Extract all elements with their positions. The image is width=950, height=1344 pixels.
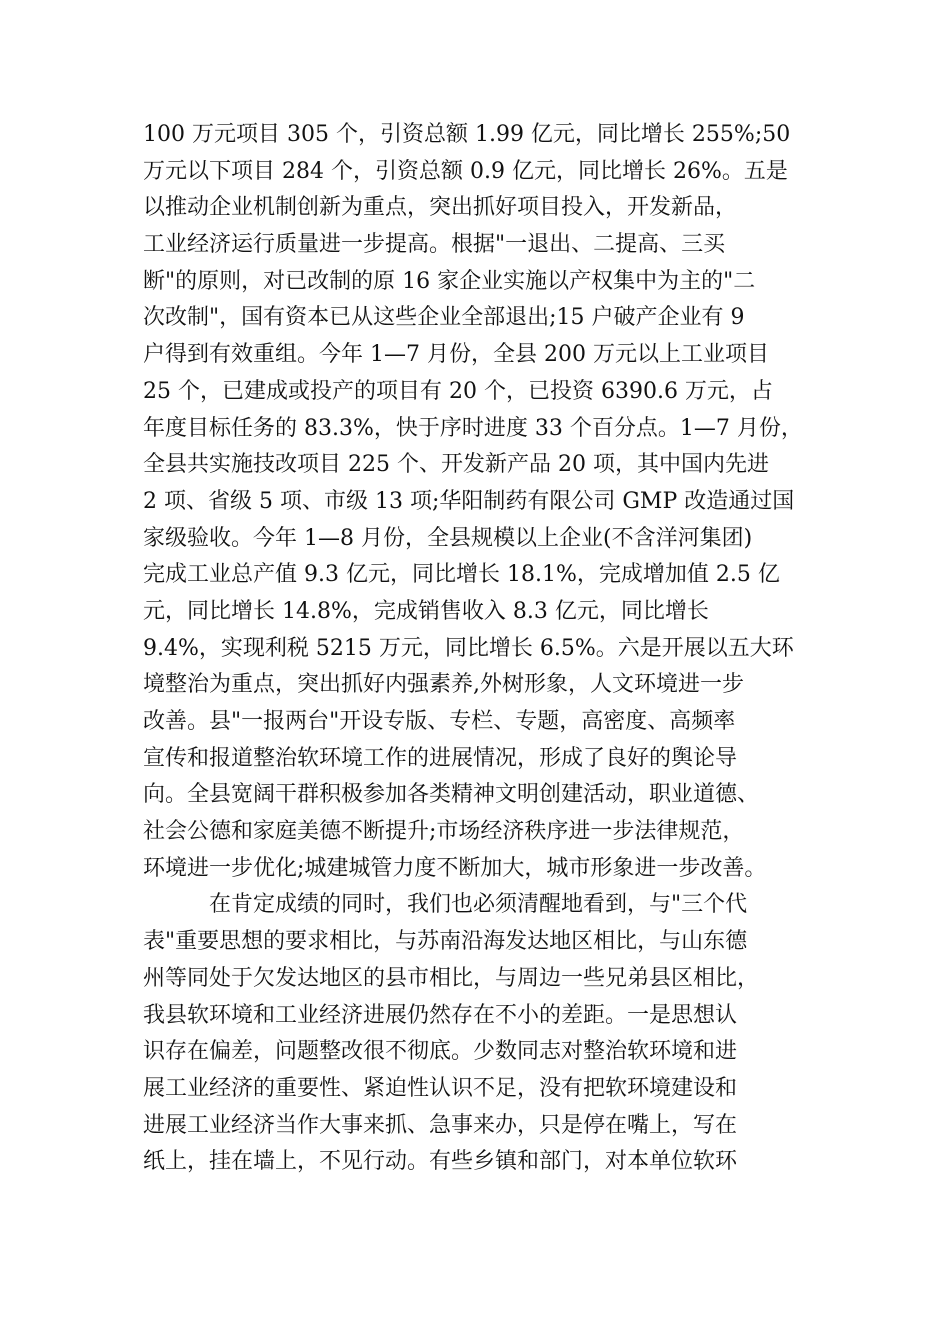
text-line: 宣传和报道整治软环境工作的进展情况，形成了良好的舆论导 xyxy=(143,745,738,771)
text-line: 社会公德和家庭美德不断提升;市场经济秩序进一步法律规范， xyxy=(143,819,745,845)
text-line: 以推动企业机制创新为重点，突出抓好项目投入，开发新品， xyxy=(143,195,738,221)
text-line: 次改制"，国有资本已从这些企业全部退出;15 户破产企业有 9 xyxy=(143,305,745,331)
paragraph-first-line: 在肯定成绩的同时，我们也必须清醒地看到，与"三个代 xyxy=(209,892,748,918)
text-line: 2 项、省级 5 项、市级 13 项;华阳制药有限公司 GMP 改造通过国 xyxy=(143,488,795,514)
text-line: 万元以下项目 284 个，引资总额 0.9 亿元，同比增长 26%。五是 xyxy=(143,158,788,184)
text-line: 25 个，已建成或投产的项目有 20 个，已投资 6390.6 万元，占 xyxy=(143,378,773,404)
text-line: 完成工业总产值 9.3 亿元，同比增长 18.1%，完成增加值 2.5 亿 xyxy=(143,562,780,588)
text-line: 向。全县宽阔干群积极参加各类精神文明创建活动，职业道德、 xyxy=(143,782,760,808)
body-text xyxy=(143,117,823,1181)
text-line: 进展工业经济当作大事来抓、急事来办，只是停在嘴上，写在 xyxy=(143,1112,738,1138)
text-line: 我县软环境和工业经济进展仍然存在不小的差距。一是思想认 xyxy=(143,1002,738,1028)
text-line: 环境进一步优化;城建城管力度不断加大，城市形象进一步改善。 xyxy=(143,855,767,881)
text-line: 9.4%，实现利税 5215 万元，同比增长 6.5%。六是开展以五大环 xyxy=(143,635,794,661)
text-line: 工业经济运行质量进一步提高。根据"一退出、二提高、三买 xyxy=(143,232,726,258)
text-line: 表"重要思想的要求相比，与苏南沿海发达地区相比，与山东德 xyxy=(143,929,748,955)
text-line: 元，同比增长 14.8%，完成销售收入 8.3 亿元，同比增长 xyxy=(143,598,709,624)
text-line: 断"的原则，对已改制的原 16 家企业实施以产权集中为主的"二 xyxy=(143,268,756,294)
text-line: 全县共实施技改项目 225 个、开发新产品 20 项，其中国内先进 xyxy=(143,452,769,478)
text-line: 展工业经济的重要性、紧迫性认识不足，没有把软环境建设和 xyxy=(143,1075,738,1101)
text-line: 州等同处于欠发达地区的县市相比，与周边一些兄弟县区相比， xyxy=(143,965,760,991)
text-line: 纸上，挂在墙上，不见行动。有些乡镇和部门，对本单位软环 xyxy=(143,1149,738,1175)
text-line: 100 万元项目 305 个，引资总额 1.99 亿元，同比增长 255%;50 xyxy=(143,122,791,147)
text-line: 家级验收。今年 1—8 月份，全县规模以上企业(不含洋河集团) xyxy=(143,525,753,551)
text-line: 改善。县"一报两台"开设专版、专栏、专题，高密度、高频率 xyxy=(143,709,736,734)
text-line: 境整治为重点，突出抓好内强素养,外树形象，人文环境进一步 xyxy=(143,672,744,698)
text-line: 年度目标任务的 83.3%，快于序时进度 33 个百分点。1—7 月份， xyxy=(143,415,803,441)
text-line: 识存在偏差，问题整改很不彻底。少数同志对整治软环境和进 xyxy=(143,1039,738,1065)
text-line: 户得到有效重组。今年 1—7 月份，全县 200 万元以上工业项目 xyxy=(143,342,769,368)
